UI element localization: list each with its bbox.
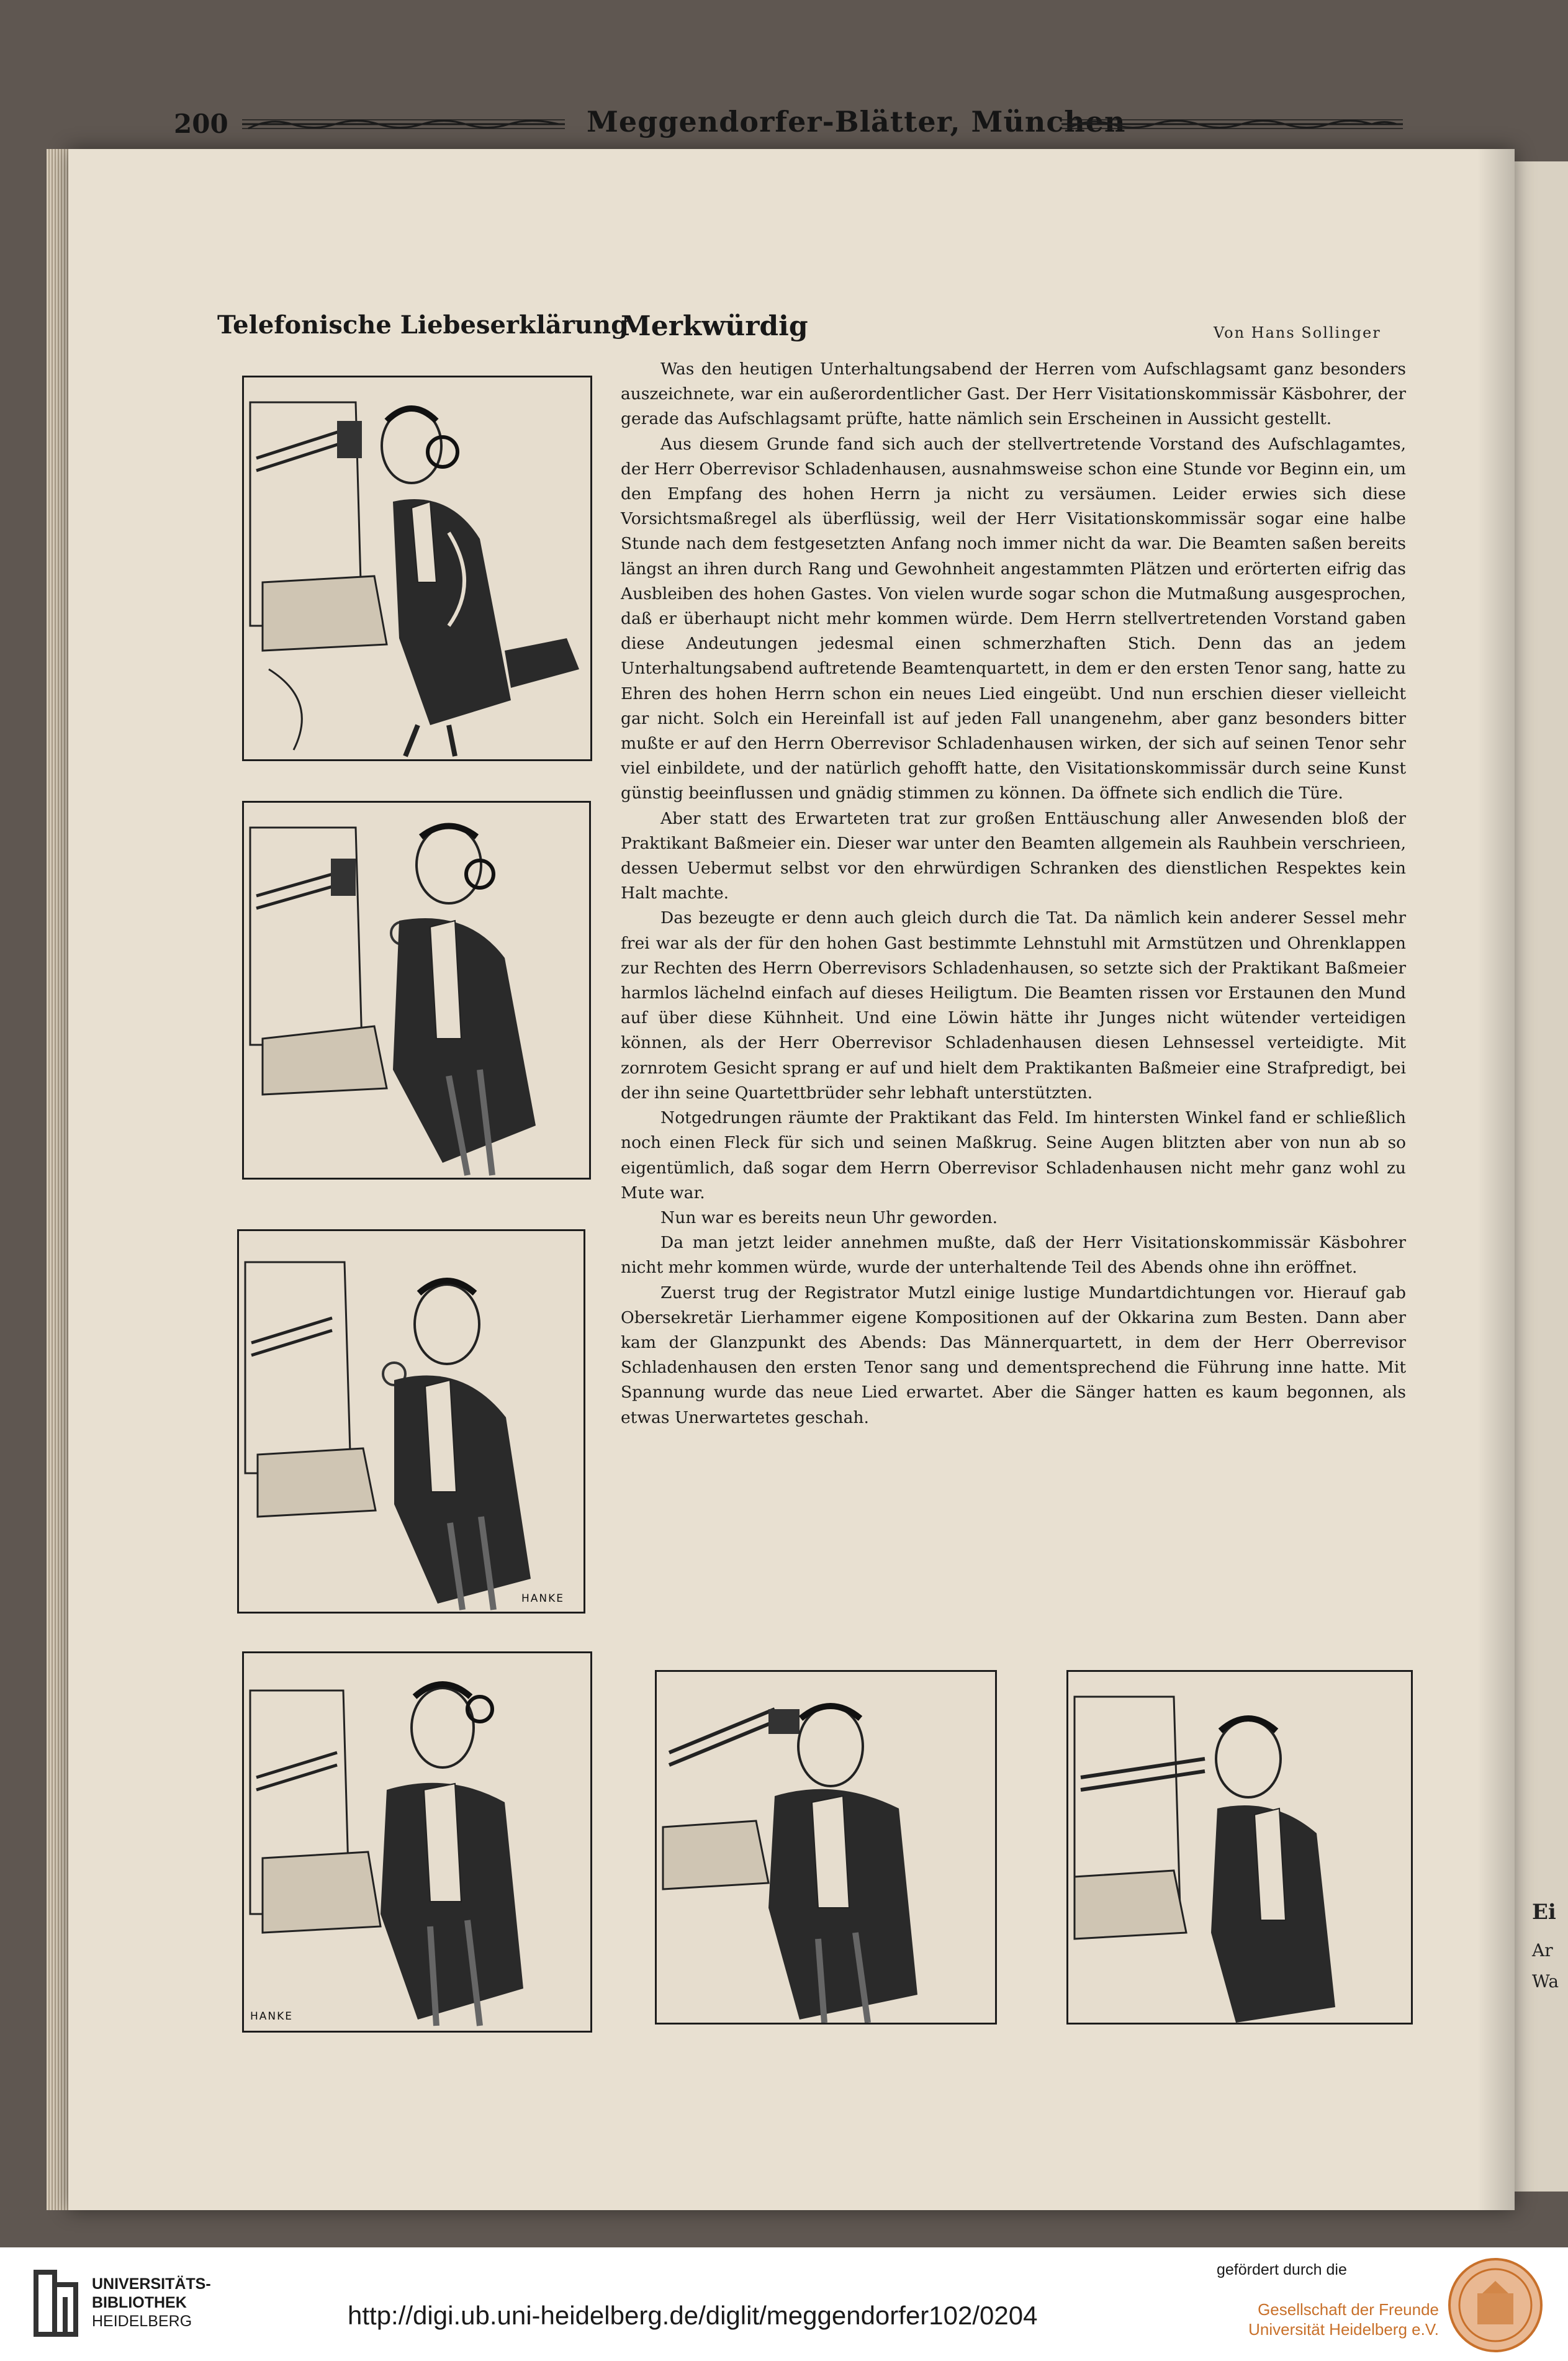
- cartoon-panel-3: [237, 1229, 585, 1614]
- digitization-footer: [0, 2247, 1568, 2361]
- page-number: 200: [174, 109, 228, 139]
- cartoon-illustration: [1068, 1672, 1411, 2023]
- cartoon-panel-4: [242, 1651, 592, 2033]
- university-seal-icon: [1446, 2256, 1544, 2354]
- article-byline: Von Hans Sollinger: [1214, 324, 1381, 341]
- article-paragraph: Zuerst trug der Registrator Mutzl einige lustige Mundartdichtungen vor. Hierauf gab Obersekretär Lierhammer eigene Kompositionen auf der Okkarina zum Besten. Dann aber kam der Glanzpunkt des Abends: Das Männerquartett, in dem der Herr Oberrevisor Schladenhausen den ersten Tenor sang und dementsprechend die Führung inne hatte. Mit Spannung wurde das neue Lied erwartet. Aber die Sänger hatten es kaum begonnen, als etwas Unerwartetes geschah.: [621, 1283, 1406, 1427]
- cartoon-illustration: [244, 377, 590, 759]
- header-ornament-icon: [1061, 116, 1403, 132]
- article-paragraph: Aus diesem Grunde fand sich auch der stellvertretende Vorstand des Aufschlagamtes, der Herr Oberrevisor Schladenhausen, ausnahmsweise schon eine Stunde vor Beginn ein, um den Empfang des hohen Herrn ja nicht zu versäumen. Leider erwies sich diese Vorsichtsmaßregel als überflüssig, weil der Herr Visitationskommissär sogar eine halbe Stunde nach dem festgesetzten Anfang noch immer nicht da war. Die Beamten saßen bereits längst an ihren durch Rang und Gewohnheit angestammten Plätzen und erörterten eifrig das Ausbleiben des hohen Gastes. Von vielen wurde sogar schon die Mutmaßung ausgesprochen, daß er überhaupt nicht mehr kommen würde. Dem Herrn stellvertretenden Vorstand gaben diese Andeutungen jedesmal einen schmerzhaften Stich. Denn das an jedem Unterhaltungsabend auftretende Beamtenquartett, in dem er den ersten Tenor sang, hatte zu Ehren des hohen Herrn schon ein neues Lied eingeübt. Und nun erschien dieser vielleicht gar nicht. Solch ein Hereinfall ist auf jeden Fall unangenehm, aber ganz besonders bitter mußte er auf den Herrn Oberrevisor Schladenhausen wirken, der sich auf seinen Tenor sehr viel einbildete, und der natürlich gehofft hatte, den Visitationskommissär durch seine Kunst günstig beeinflussen und gnädig stimmen zu können. Da öffnete sich endlich die Türe.: [621, 434, 1406, 803]
- masthead: Meggendorfer-Blätter, München: [587, 105, 1126, 138]
- article-paragraph: Notgedrungen räumte der Praktikant das Feld. Im hintersten Winkel fand er schließlich noch einen Fleck für sich und seinen Maßkrug. Seine Augen blitzten aber von nun ab so eigentümlich, daß sogar dem Herrn Oberrevisor Schladenhausen nicht mehr ganz wohl zu Mute war.: [621, 1108, 1406, 1203]
- article-title: Merkwürdig: [621, 310, 808, 342]
- header-ornament-icon: [242, 116, 565, 132]
- cartoon-illustration: [657, 1672, 995, 2023]
- next-page-edge: [1515, 161, 1568, 2192]
- artist-signature: HANKE: [521, 1592, 565, 1605]
- library-name: UNIVERSITÄTS- BIBLIOTHEK HEIDELBERG: [92, 2275, 211, 2330]
- artist-signature: HANKE: [250, 2010, 294, 2023]
- article-paragraph: Da man jetzt leider annehmen mußte, daß der Herr Visitationskommissär Käsbohrer nicht mehr kommen würde, wurde der unterhaltende Teil des Abends ohne ihn eröffnet.: [621, 1233, 1406, 1278]
- cartoon-title: Telefonische Liebeserklärung: [217, 310, 629, 340]
- article-paragraph: Das bezeugte er denn auch gleich durch die Tat. Da nämlich kein anderer Sessel mehr frei war als der für den hohen Gast bestimmte Lehnstuhl mit Armstützen und Ohrenklappen zur Rechten des Herrn Oberrevisors Schladenhausen, so setzte sich der Praktikant Baßmeier harmlos lächelnd einfach auf dieses Heiligtum. Die Beamten rissen vor Erstaunen den Mund auf über diese Kühnheit. Und eine Löwin hätte ihr Junges nicht wütender verteidigen können, als der Herr Oberrevisor Schladenhausen diesen Lehnsessel verteidigte. Mit zornrotem Gesicht sprang er auf und hielt dem Praktikanten Baßmeier eine Strafpredigt, bei der ihn seine Quartettbrüder sehr lebhaft unterstützten.: [621, 908, 1406, 1103]
- cartoon-panel-1: [242, 376, 592, 761]
- cartoon-illustration: [239, 1231, 583, 1612]
- cartoon-illustration: [244, 803, 589, 1178]
- article-paragraph: Was den heutigen Unterhaltungsabend der Herren vom Aufschlagsamt ganz besonders auszeichnete, war ein außerordentlicher Gast. Der Herr Visitationskommissär Käsbohrer, der gerade das Aufschlagsamt prüfte, hatte nämlich sein Erscheinen in Aussicht gestellt.: [621, 359, 1406, 429]
- next-page-fragment: Ar: [1532, 1940, 1553, 1961]
- article-body: [621, 357, 1406, 1430]
- sponsor-label: gefördert durch die: [1217, 2261, 1347, 2278]
- cartoon-panel-6: [1066, 1670, 1413, 2025]
- book-page-stack: [47, 149, 71, 2210]
- cartoon-illustration: [244, 1653, 590, 2031]
- next-page-fragment: Wa: [1532, 1971, 1559, 1992]
- article-paragraph: Nun war es bereits neun Uhr geworden.: [660, 1208, 998, 1227]
- cartoon-panel-2: [242, 801, 591, 1180]
- ub-logo-icon: [30, 2266, 82, 2341]
- next-page-fragment: Ei: [1532, 1900, 1556, 1925]
- page-header: [174, 105, 1403, 152]
- article-paragraph: Aber statt des Erwarteten trat zur großen Enttäuschung aller Anwesenden bloß der Praktikant Baßmeier ein. Dieser war unter den Beamten allgemein als Rauhbein verschrieen, dessen Uebermut selbst vor den ehrwürdigen Schranken des dienstlichen Respektes kein Halt machte.: [621, 808, 1406, 903]
- permalink-url[interactable]: http://digi.ub.uni-heidelberg.de/diglit/meggendorfer102/0204: [348, 2301, 1038, 2330]
- cartoon-panel-5: [655, 1670, 997, 2025]
- sponsor-name: Gesellschaft der Freunde Universität Heidelberg e.V.: [1248, 2300, 1439, 2339]
